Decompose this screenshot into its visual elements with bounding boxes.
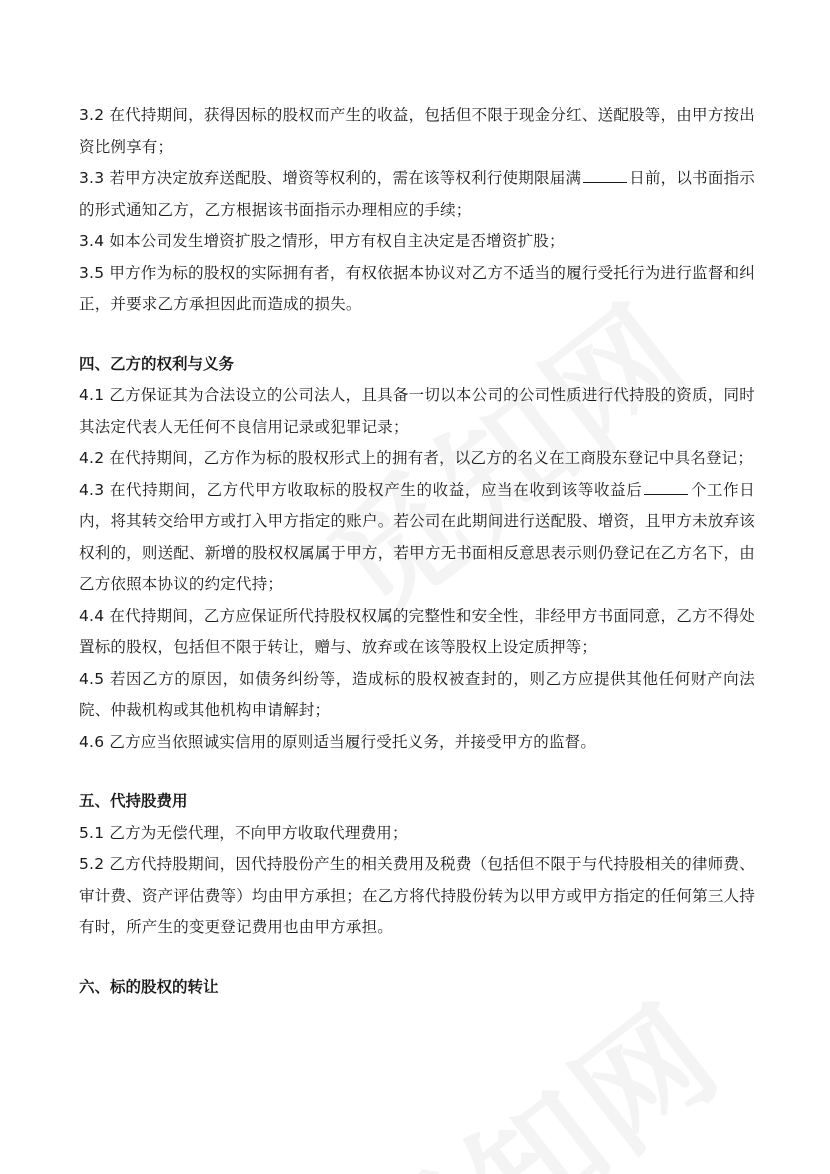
- clause-3-5: 3.5 甲方作为标的股权的实际拥有者，有权依据本协议对乙方不适当的履行受托行为进行监督和纠正，并要求乙方承担因此而造成的损失。: [79, 263, 755, 313]
- section-5: [79, 786, 755, 944]
- section-3-continued: [79, 100, 755, 321]
- clause-5-1: 5.1 乙方为无偿代理，不向甲方收取代理费用；: [79, 823, 408, 842]
- clause-4-3-part-2: 个工作日内，将其转交给甲方或打入甲方指定的账户。若公司在此期间进行送配股、增资，且甲方未放弃该权利的，则送配、新增的股权权属属于甲方，若甲方无书面相反意思表示则仍登记在乙方名下，由乙方依照本协议的约定代持；: [79, 480, 755, 593]
- clause-4-5: 4.5 若因乙方的原因，如债务纠纷等，造成标的股权被查封的，则乙方应提供其他任何财产向法院、仲裁机构或其他机构申请解封；: [79, 669, 755, 719]
- section-6: [79, 972, 755, 1004]
- fill-in-blank: [644, 493, 688, 495]
- section-6-heading: 六、标的股权的转让: [79, 977, 219, 996]
- clause-3-3-part-2: 日前，以书面指示的形式通知乙方，乙方根据该书面指示办理相应的手续；: [79, 169, 755, 219]
- section-4-heading: 四、乙方的权利与义务: [79, 354, 235, 373]
- clause-4-6: 4.6 乙方应当依照诚实信用的原则适当履行受托义务，并接受甲方的监督。: [79, 732, 597, 751]
- section-5-heading: 五、代持股费用: [79, 792, 188, 810]
- clause-3-3: [79, 163, 755, 226]
- clause-3-3-part-1: 3.3 若甲方决定放弃送配股、增资等权利的，需在该等权利行使期限届满: [79, 169, 582, 187]
- document-body: [79, 100, 755, 1003]
- clause-4-2: 4.2 在代持期间，乙方作为标的股权形式上的拥有者，以乙方的名义在工商股东登记中具名登记；: [79, 449, 754, 467]
- clause-4-3: [79, 475, 755, 601]
- clause-4-1: 4.1 乙方保证其为合法设立的公司法人，且具备一切以本公司的公司性质进行代持股的资质，同时其法定代表人无任何不良信用记录或犯罪记录；: [79, 386, 755, 436]
- clause-5-2: 5.2 乙方代持股期间，因代持股份产生的相关费用及税费（包括但不限于与代持股相关的律师费、审计费、资产评估费等）均由甲方承担；在乙方将代持股份转为以甲方或甲方指定的任何第三人持有时，所产生的变更登记费用也由甲方承担。: [79, 855, 755, 936]
- clause-4-4: 4.4 在代持期间，乙方应保证所代持股权权属的完整性和安全性，非经甲方书面同意，乙方不得处置标的股权，包括但不限于转让，赠与、放弃或在该等股权上设定质押等；: [79, 606, 755, 656]
- section-4: [79, 349, 755, 759]
- clause-3-4: 3.4 如本公司发生增资扩股之情形，甲方有权自主决定是否增资扩股；: [79, 232, 565, 250]
- clause-4-3-part-1: 4.3 在代持期间，乙方代甲方收取标的股权产生的收益，应当在收到该等收益后: [79, 480, 643, 499]
- fill-in-blank: [583, 181, 627, 183]
- clause-3-2: 3.2 在代持期间，获得因标的股权而产生的收益，包括但不限于现金分红、送配股等，由甲方按出资比例享有；: [79, 106, 755, 156]
